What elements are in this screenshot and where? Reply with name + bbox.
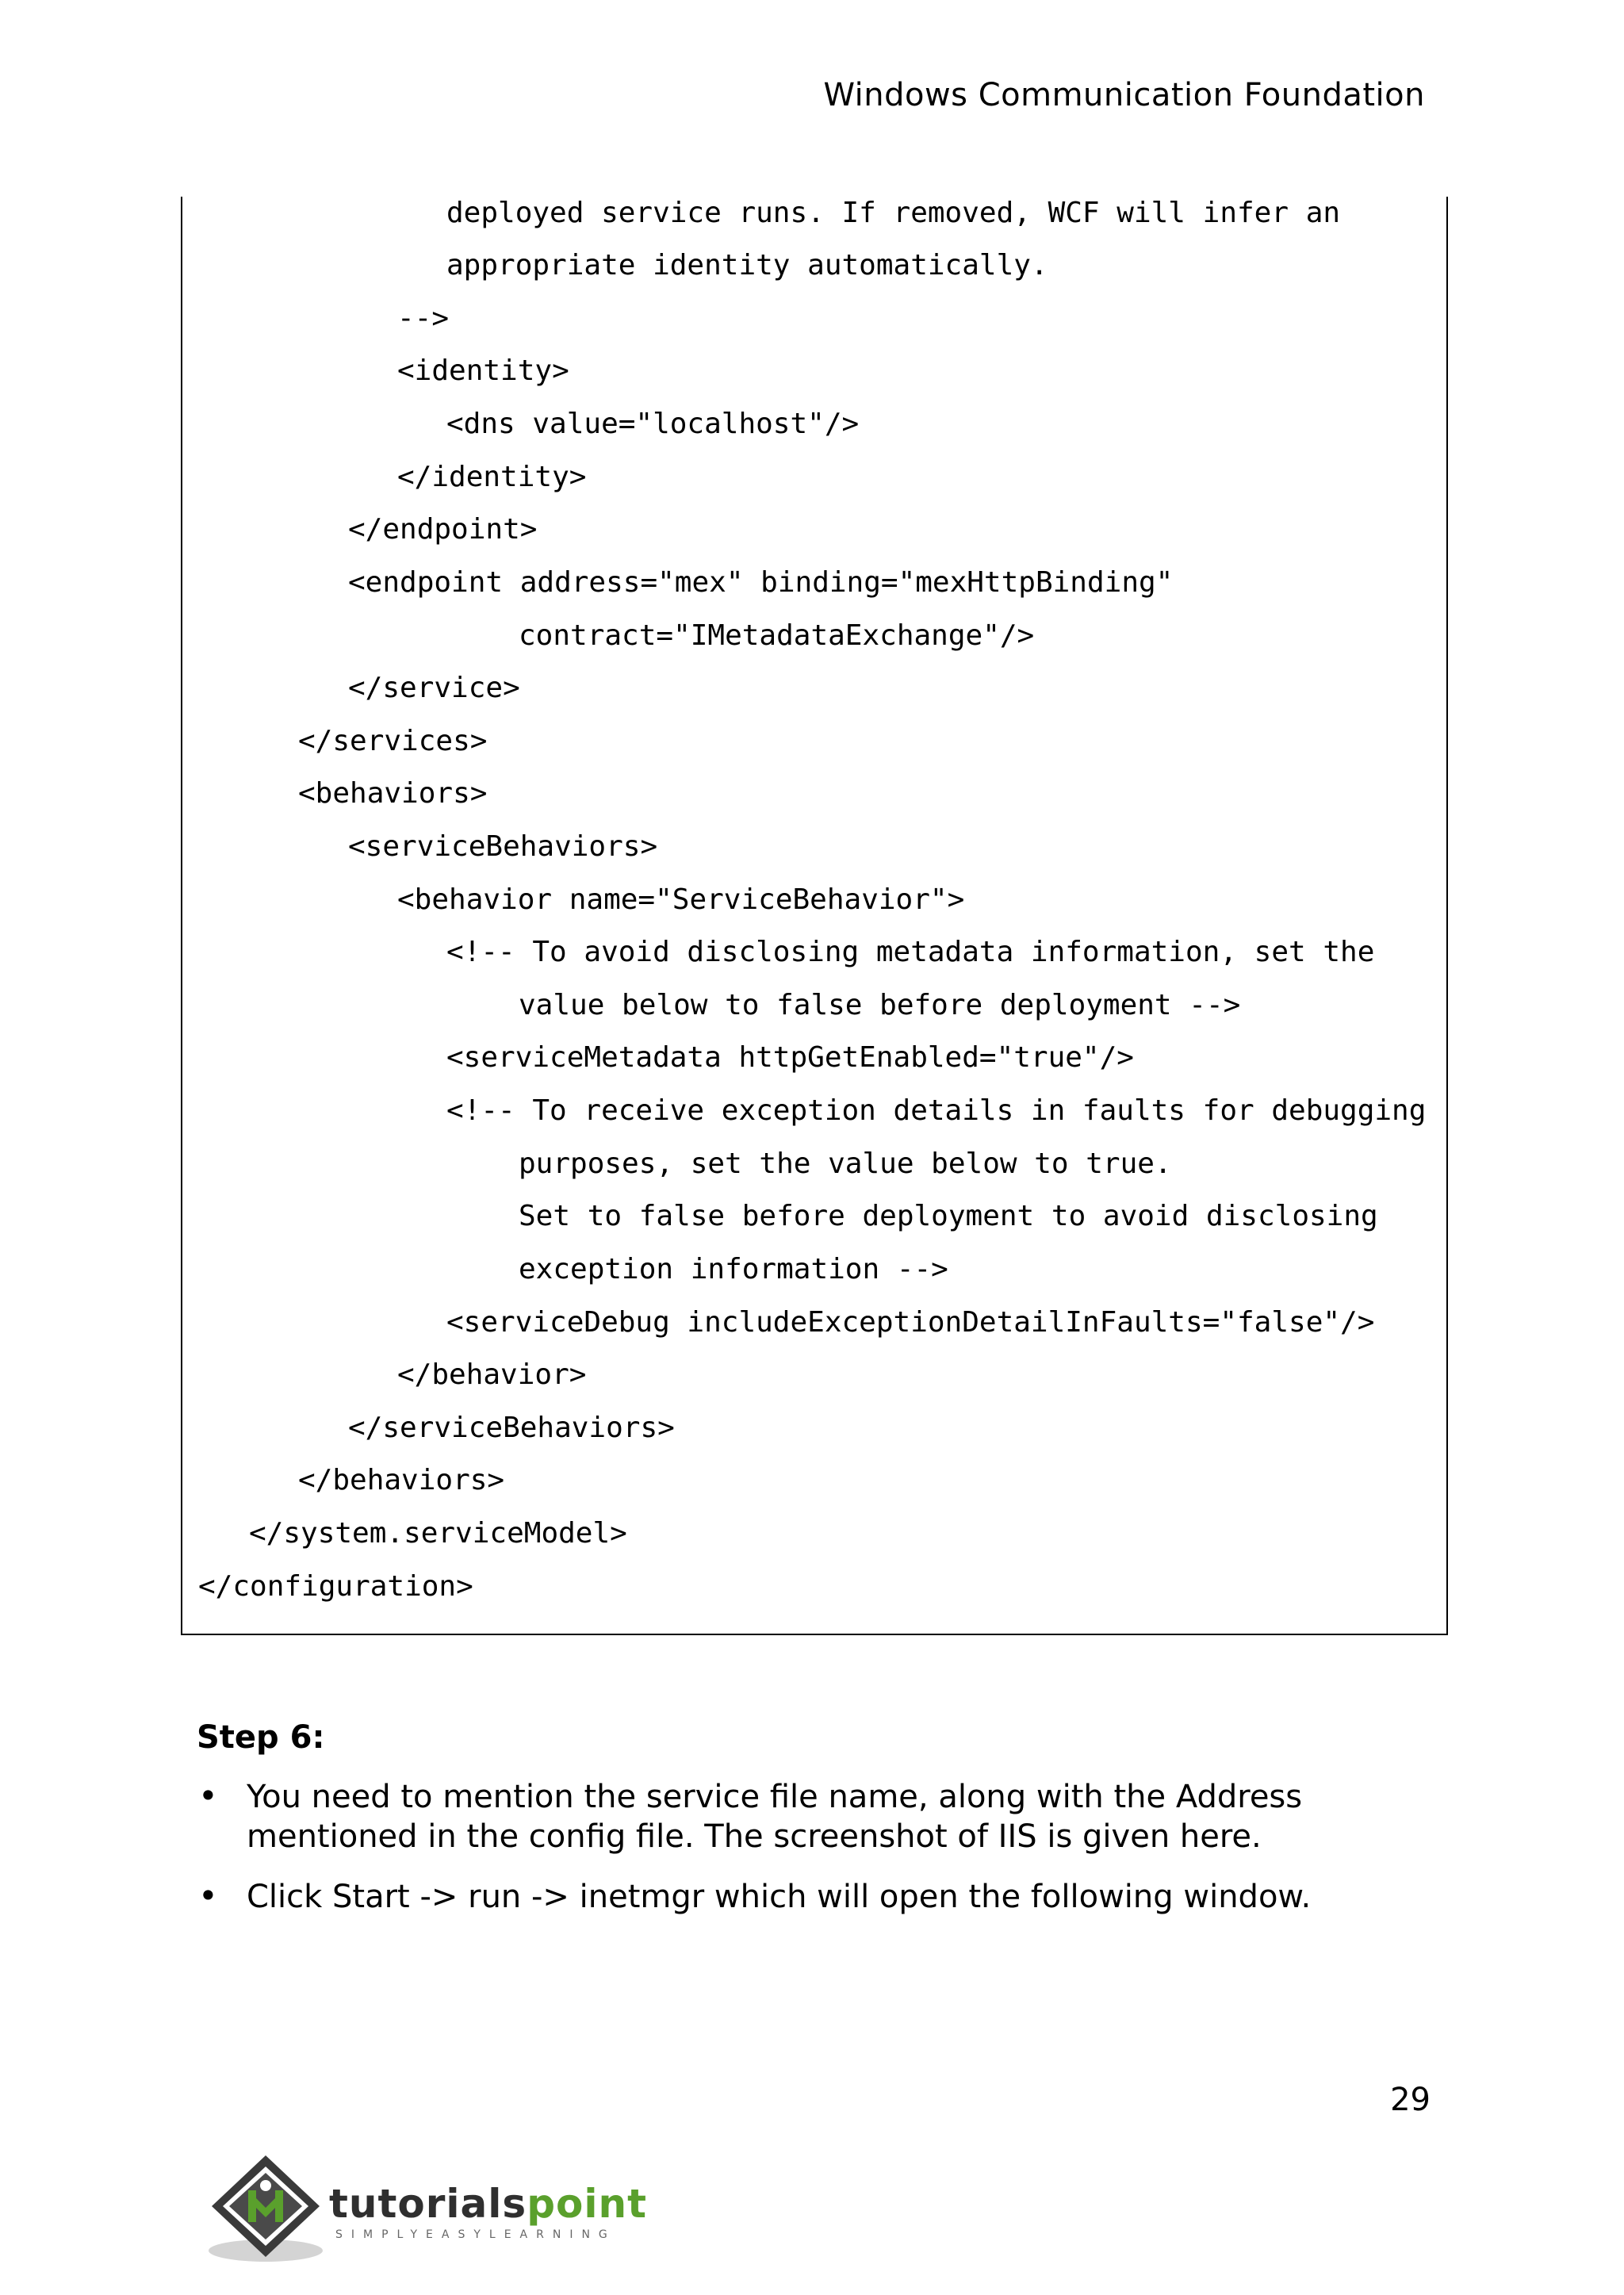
code-line: <!-- To receive exception details in faults for debugging bbox=[446, 1094, 1427, 1127]
code-line: </services> bbox=[298, 725, 488, 757]
logo-tagline: SIMPLYEASYLEARNING bbox=[335, 2228, 616, 2241]
logo-text-tutorials: tutorials bbox=[329, 2181, 527, 2227]
code-line: Set to false before deployment to avoid disclosing bbox=[519, 1200, 1378, 1232]
code-line: contract="IMetadataExchange"/> bbox=[519, 619, 1035, 652]
code-line: </serviceBehaviors> bbox=[348, 1412, 675, 1444]
bullet-marker: • bbox=[198, 1776, 218, 1815]
code-block bbox=[181, 197, 1448, 1635]
step-heading: Step 6: bbox=[197, 1719, 325, 1756]
code-line: exception information --> bbox=[519, 1253, 948, 1285]
bullet-text: You need to mention the service file name, along with the Address mentioned in the config file. The screenshot of IIS is given here. bbox=[247, 1779, 1303, 1855]
page-number: 29 bbox=[1390, 2082, 1431, 2118]
code-line: </configuration> bbox=[198, 1570, 473, 1603]
code-line: <endpoint address="mex" binding="mexHttpBinding" bbox=[348, 566, 1174, 599]
code-line: </service> bbox=[348, 672, 520, 704]
code-line: </behaviors> bbox=[298, 1464, 505, 1496]
code-line: <serviceBehaviors> bbox=[348, 830, 658, 863]
code-line: <serviceDebug includeExceptionDetailInFaults="false"/> bbox=[446, 1306, 1375, 1339]
code-line: appropriate identity automatically. bbox=[446, 249, 1048, 282]
code-line: <identity> bbox=[397, 354, 569, 387]
page-header: Windows Communication Foundation bbox=[823, 77, 1425, 113]
tutorialspoint-logo bbox=[202, 2149, 662, 2268]
code-line: value below to false before deployment --> bbox=[519, 989, 1241, 1021]
logo-wordmark bbox=[329, 2181, 647, 2227]
code-line: <!-- To avoid disclosing metadata information, set the bbox=[446, 936, 1375, 968]
logo-text-point: point bbox=[527, 2181, 647, 2227]
bullet-text: Click Start -> run -> inetmgr which will open the following window. bbox=[247, 1879, 1312, 1915]
bullet-marker: • bbox=[198, 1876, 218, 1915]
code-line: </system.serviceModel> bbox=[249, 1517, 627, 1550]
code-line: <serviceMetadata httpGetEnabled="true"/> bbox=[446, 1041, 1134, 1074]
code-line: deployed service runs. If removed, WCF will infer an bbox=[446, 197, 1341, 229]
code-line: <behavior name="ServiceBehavior"> bbox=[397, 883, 965, 916]
logo-emblem-icon bbox=[202, 2149, 329, 2268]
code-line: </endpoint> bbox=[348, 513, 538, 546]
code-line: <dns value="localhost"/> bbox=[446, 408, 860, 440]
code-line: purposes, set the value below to true. bbox=[519, 1148, 1172, 1180]
code-line: <behaviors> bbox=[298, 777, 488, 810]
code-line: </identity> bbox=[397, 461, 587, 493]
code-line: </behavior> bbox=[397, 1358, 587, 1391]
code-line: --> bbox=[397, 302, 450, 335]
